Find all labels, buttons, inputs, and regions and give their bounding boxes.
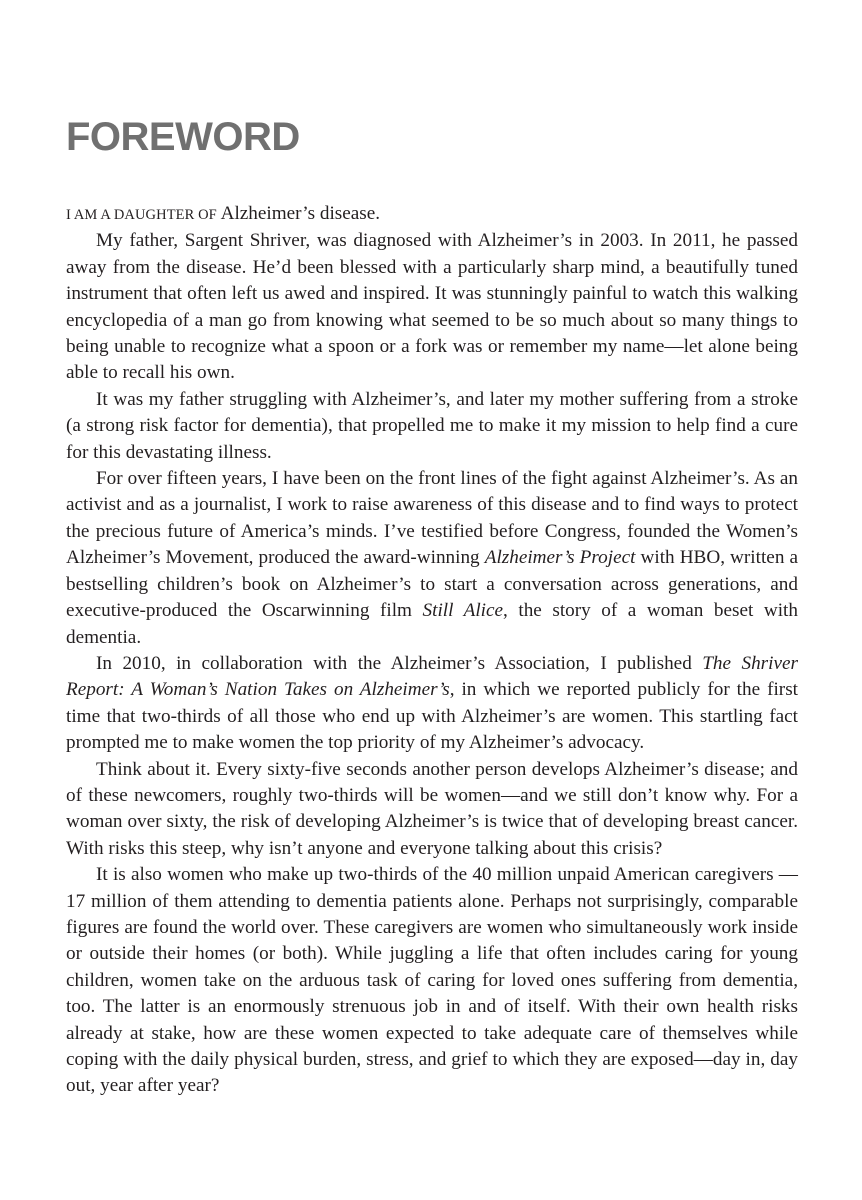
title-still-alice: Still Alice [422,600,504,622]
title-shriver-report: The Shriver Report: A Woman’s Nation Takes on Alzheimer’s [66,652,798,701]
page [66,0,798,1200]
report-text-b: , in which we reported publicly for the first time that two-thirds of all those who end up with Alzheimer’s are women. This startling fact prompted me to make women the top priority of my Alzheimer’s advocacy. [66,679,798,754]
report-text-a: In 2010, in collaboration with the Alzheimer’s Association, I published [96,652,703,674]
paragraph-shriver-report [66,651,798,757]
activism-text-c: , the story of a woman beset with dementia. [66,600,798,648]
paragraph-father: My father, Sargent Shriver, was diagnosed with Alzheimer’s in 2003. In 2011, he passed away from the disease. He’d been blessed with a particularly sharp mind, a beautifully tuned instrument that often left us awed and inspired. It was stunningly painful to watch this walking encyclopedia of a man go from knowing what seemed to be so much about so many things to being unable to recognize what a spoon or a fork was or remember my name—let alone being able to recall his own. [66,230,798,384]
page-title: FOREWORD [66,115,300,159]
opening-text: Alzheimer’s disease. [216,203,381,224]
paragraph-caregivers: It is also women who make up two-thirds of the 40 million unpaid American caregivers —17 million of them attending to dementia patients alone. Perhaps not surprisingly, comparable figures are found the world over. These caregivers are women who simultaneously work inside or outside their homes (or both). While juggling a life that often includes caring for young children, women take on the arduous task of caring for loved ones suffering from dementia, too. The latter is an enormously strenuous job in and of itself. With their own health risks already at stake, how are these women expected to take adequate care of themselves while coping with the daily physical burden, stress, and grief to which they are exposed—day in, day out, year after year? [66,864,798,1097]
opening-smallcaps: I AM A DAUGHTER OF [66,207,217,223]
paragraph-opening [66,201,798,228]
activism-text-b: with HBO, written a bestselling children’s book on Alzheimer’s to start a conversation across generations, and executive-produced the Oscarwinning film [66,547,798,622]
foreword-body [66,201,798,1100]
paragraph-mission: It was my father struggling with Alzheimer’s, and later my mother suffering from a stroke (a strong risk factor for dementia), that propelled me to make it my mission to help find a cure for this devastating illness. [66,388,798,463]
title-alzheimers-project: Alzheimer’s Project [484,547,636,569]
paragraph-statistics: Think about it. Every sixty-five seconds another person develops Alzheimer’s disease; and of these newcomers, roughly two-thirds will be women—and we still don’t know why. For a woman over sixty, the risk of developing Alzheimer’s is twice that of developing breast cancer. With risks this steep, why isn’t anyone and everyone talking about this crisis? [66,758,798,859]
paragraph-activism [66,466,798,651]
activism-text-a: For over fifteen years, I have been on the front lines of the fight against Alzheimer’s. As an activist and as a journalist, I work to raise awareness of this disease and to find ways to protect the precious future of America’s minds. I’ve testified before Congress, founded the Women’s Alzheimer’s Movement, produced the award-winning [66,468,798,569]
